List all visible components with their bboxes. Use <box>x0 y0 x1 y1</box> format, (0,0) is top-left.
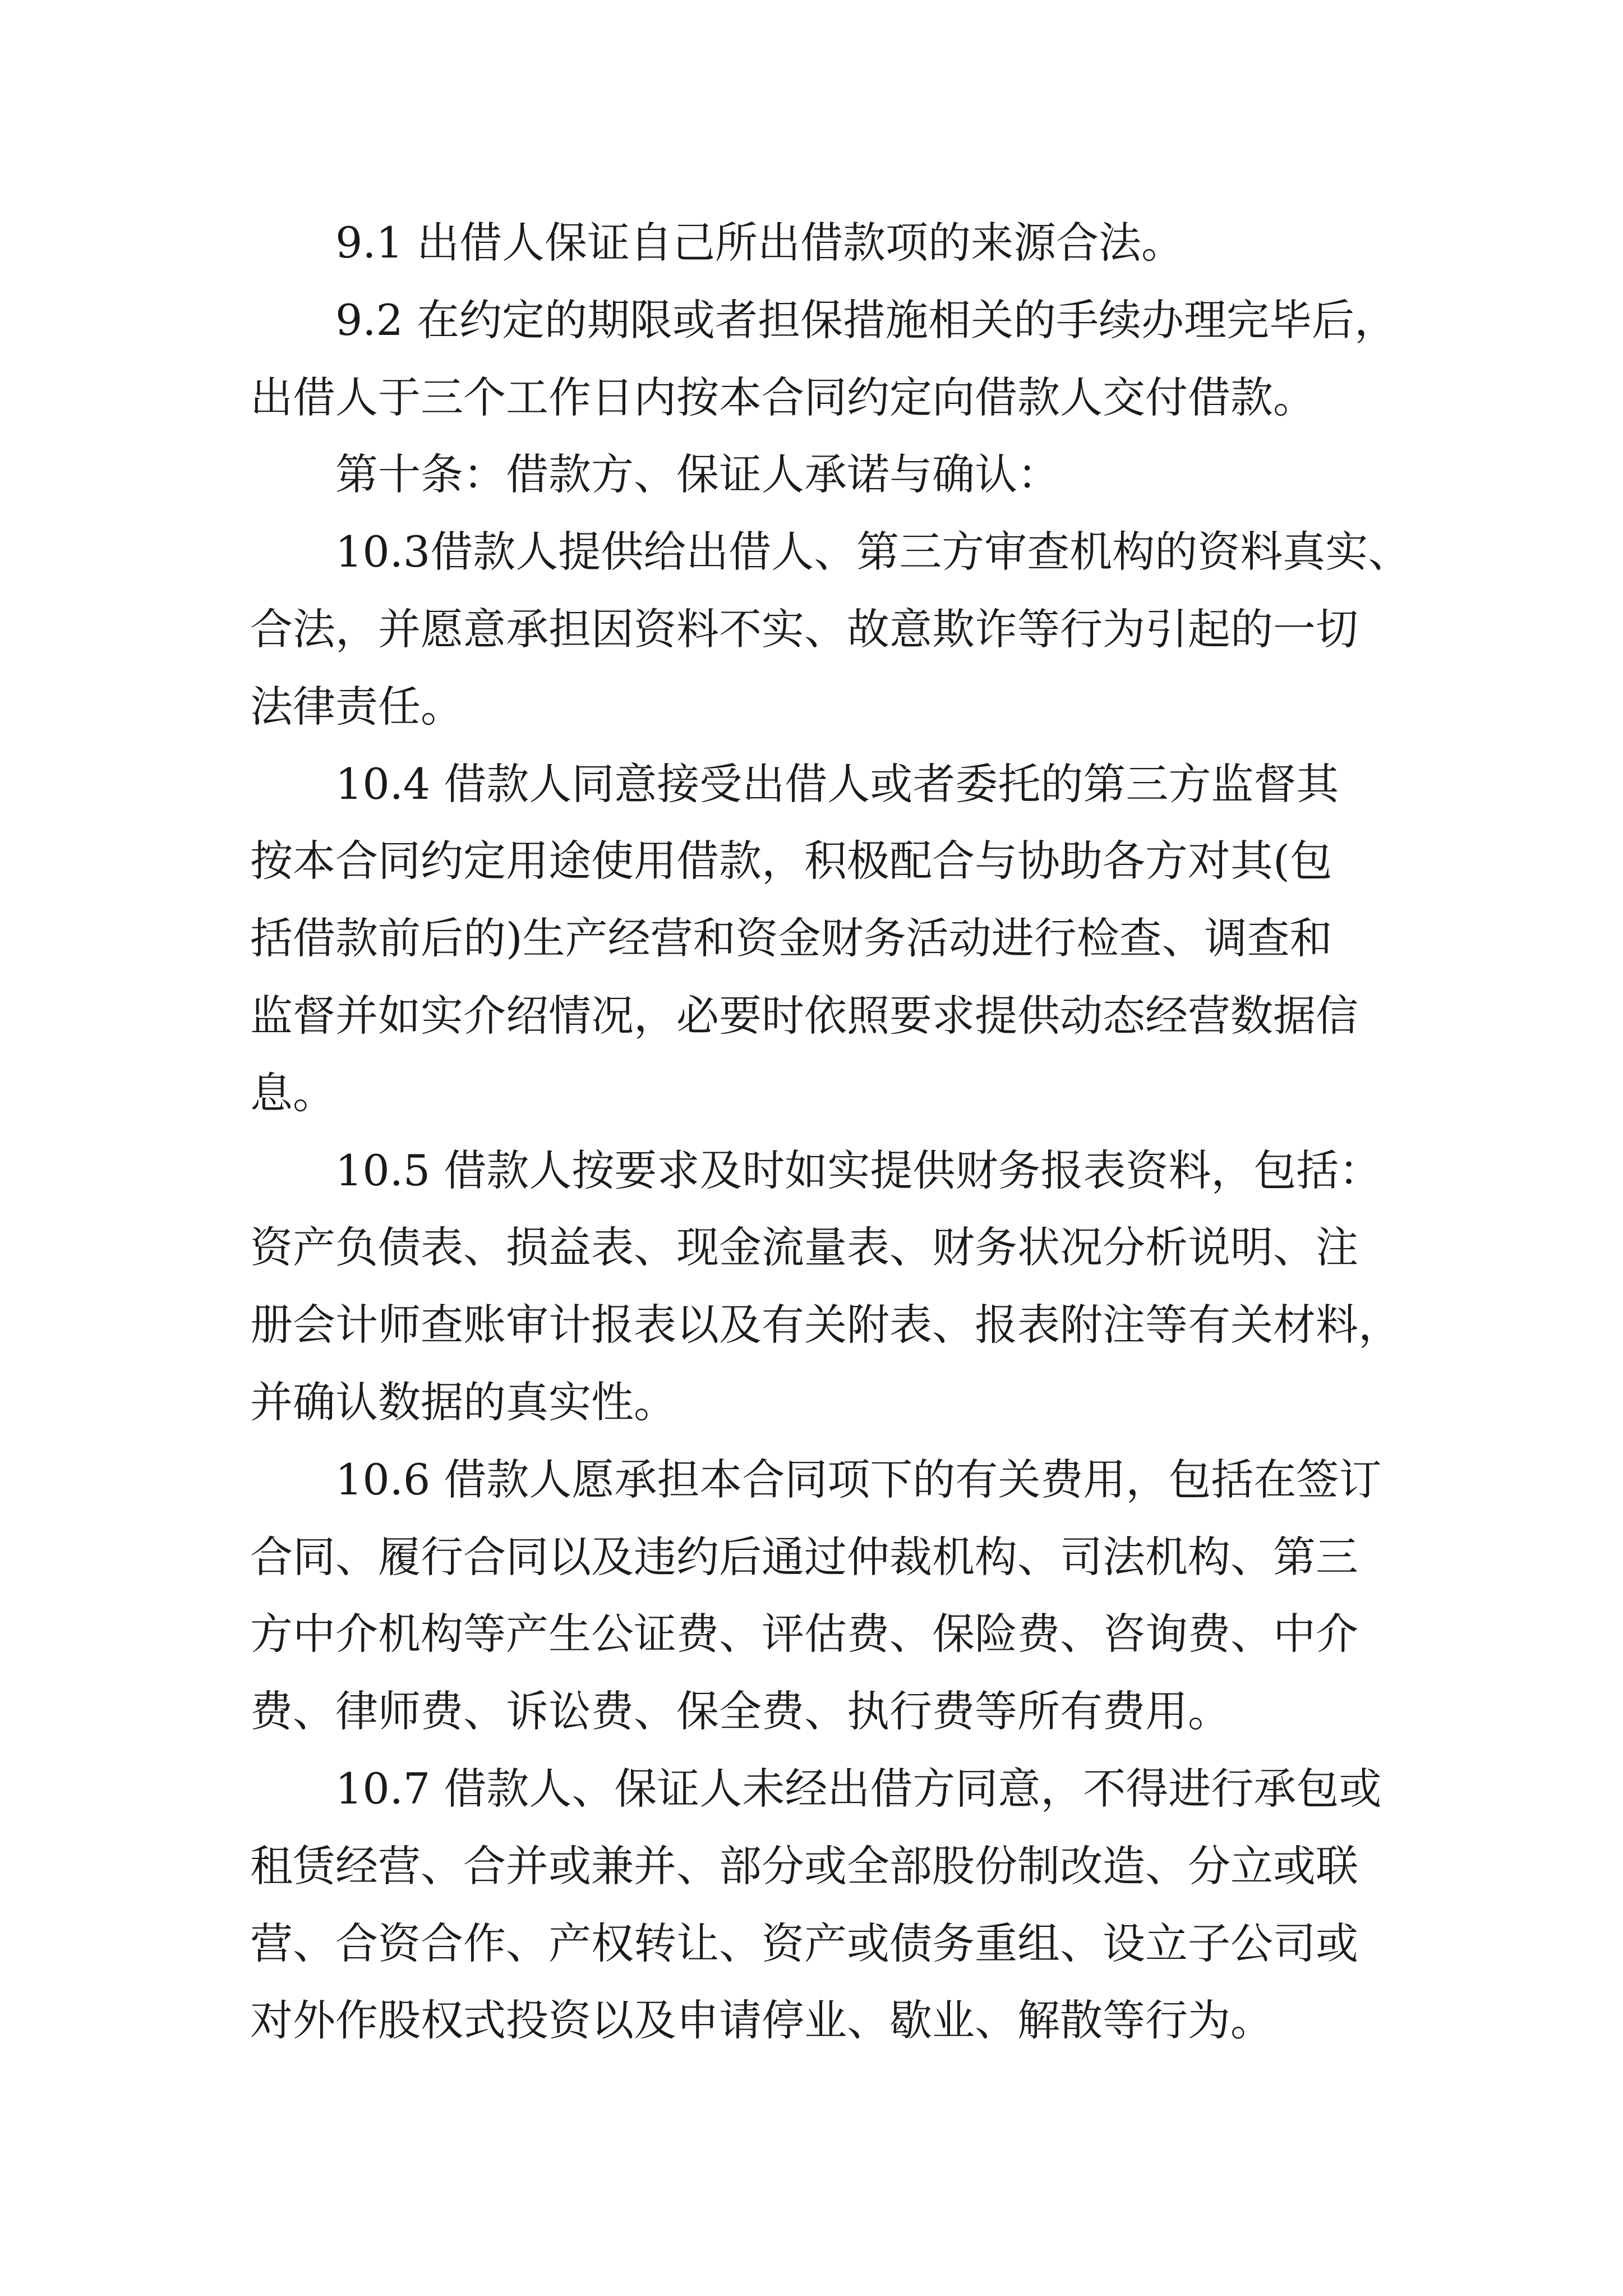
paragraph-line: 租赁经营、合并或兼并、部分或全部股份制改造、分立或联 <box>250 1841 1358 1891</box>
paragraph-line: 10.4 借款人同意接受出借人或者委托的第三方监督其 <box>335 758 1339 809</box>
paragraph-line: 10.5 借款人按要求及时如实提供财务报表资料，包括： <box>335 1145 1382 1195</box>
paragraph-line: 营、合资合作、产权转让、资产或债务重组、设立子公司或 <box>250 1918 1358 1968</box>
clause-10-6 <box>250 1441 1450 1750</box>
paragraph-line: 第十条：借款方、保证人承诺与确认： <box>335 449 1060 500</box>
paragraph-line: 合同、履行合同以及违约后通过仲裁机构、司法机构、第三 <box>250 1531 1358 1582</box>
clause-10-5 <box>250 1132 1450 1441</box>
paragraph-line: 括借款前后的)生产经营和资金财务活动进行检查、调查和 <box>250 913 1332 964</box>
paragraph-line: 资产负债表、损益表、现金流量表、财务状况分析说明、注 <box>250 1222 1358 1273</box>
paragraph-line: 费、律师费、诉讼费、保全费、执行费等所有费用。 <box>250 1686 1230 1737</box>
paragraph-line: 息。 <box>250 1068 335 1118</box>
paragraph-line: 9.1 出借人保证自己所出借款项的来源合法。 <box>335 218 1184 268</box>
clause-9-1 <box>250 204 1450 282</box>
clause-10-4 <box>250 746 1450 1132</box>
paragraph-line: 对外作股权式投资以及申请停业、歇业、解散等行为。 <box>250 1995 1273 2046</box>
paragraph-line: 10.3借款人提供给出借人、第三方审查机构的资料真实、 <box>335 527 1411 577</box>
paragraph-line: 出借人于三个工作日内按本合同约定向借款人交付借款。 <box>250 372 1316 422</box>
paragraph-line: 方中介机构等产生公证费、评估费、保险费、咨询费、中介 <box>250 1609 1358 1659</box>
paragraph-line: 合法，并愿意承担因资料不实、故意欺诈等行为引起的一切 <box>250 604 1358 654</box>
paragraph-line: 监督并如实介绍情况，必要时依照要求提供动态经营数据信 <box>250 990 1358 1041</box>
clause-10-7 <box>250 1750 1450 2059</box>
article-10-heading <box>250 436 1450 513</box>
paragraph-line: 9.2 在约定的期限或者担保措施相关的手续办理完毕后， <box>335 295 1398 345</box>
paragraph-line: 10.6 借款人愿承担本合同项下的有关费用，包括在签订 <box>335 1454 1382 1504</box>
clause-10-3 <box>250 513 1450 745</box>
paragraph-line: 并确认数据的真实性。 <box>250 1377 676 1427</box>
document-body <box>250 204 1450 2059</box>
paragraph-line: 按本合同约定用途使用借款，积极配合与协助各方对其(包 <box>250 836 1332 886</box>
clause-9-2 <box>250 282 1450 436</box>
paragraph-line: 10.7 借款人、保证人未经出借方同意，不得进行承包或 <box>335 1763 1382 1814</box>
paragraph-line: 法律责任。 <box>250 681 463 731</box>
paragraph-line: 册会计师查账审计报表以及有关附表、报表附注等有关材料， <box>250 1300 1401 1350</box>
